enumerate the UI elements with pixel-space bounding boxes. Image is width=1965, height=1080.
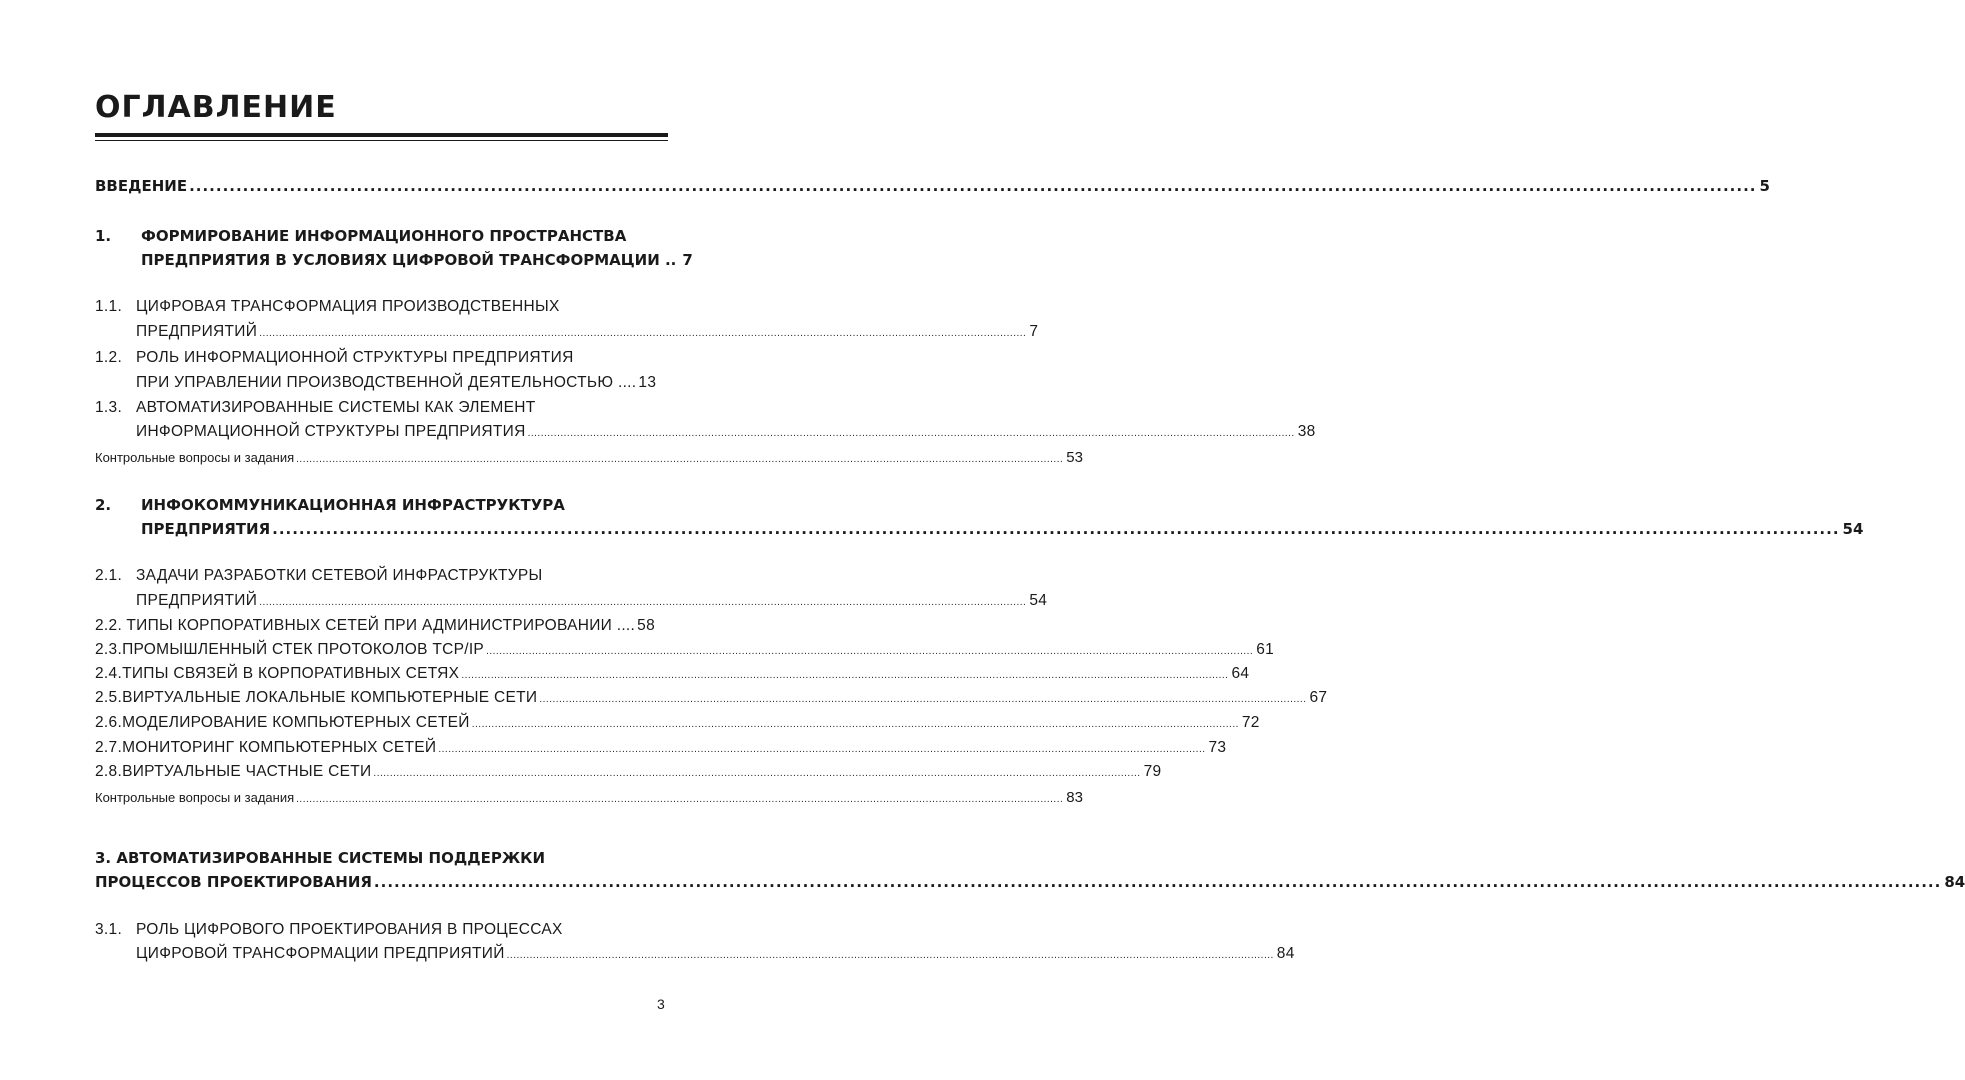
dot-leader: ..........................................................................................................................................................................................................................................	[373, 768, 1141, 779]
toc-page-number: 72	[1241, 714, 1260, 731]
toc-entry-title: 3. АВТОМАТИЗИРОВАННЫЕ СИСТЕМЫ ПОДДЕРЖКИ	[95, 849, 545, 867]
toc-section-number: 2.1.	[95, 567, 123, 584]
dot-leader: ..........................................................................................................................................................................................................................................	[189, 177, 1757, 195]
toc-section-number: 2.5.	[95, 689, 123, 706]
toc-entry-title: РОЛЬ ЦИФРОВОГО ПРОЕКТИРОВАНИЯ В ПРОЦЕССАХ	[136, 921, 563, 938]
toc-section-3-1-line1[interactable]	[95, 921, 655, 939]
toc-section-1-1-line2[interactable]	[136, 323, 1039, 341]
toc-entry-title: ПРЕДПРИЯТИЙ	[136, 592, 258, 609]
toc-chapter-1-line2[interactable]	[141, 251, 693, 269]
dot-leader: ..........................................................................................................................................................................................................................................	[527, 428, 1295, 439]
dot-leader: ..........................................................................................................................................................................................................................................	[471, 719, 1239, 730]
dot-leader: ..........................................................................................................................................................................................................................................	[259, 328, 1027, 339]
toc-chapter-3-line2[interactable]	[95, 873, 1965, 891]
toc-entry-title: ПРИ УПРАВЛЕНИИ ПРОИЗВОДСТВЕННОЙ ДЕЯТЕЛЬНОСТЬЮ ....	[136, 374, 637, 391]
toc-chapter-2-line2[interactable]	[141, 520, 1864, 538]
toc-entry-title: ВВЕДЕНИЕ	[95, 177, 188, 195]
toc-entry-title: ЦИФРОВОЙ ТРАНСФОРМАЦИИ ПРЕДПРИЯТИЙ	[136, 945, 505, 962]
toc-section-1-2-line2[interactable]	[136, 374, 655, 392]
toc-page-number: 54	[1842, 520, 1864, 538]
toc-section-1-2-line1[interactable]	[95, 349, 655, 367]
toc-section-1-3-line2[interactable]	[136, 423, 1316, 441]
toc-section-2-5[interactable]	[95, 689, 1328, 707]
toc-section-1-3-line1[interactable]	[95, 399, 655, 417]
toc-entry-title: ПРОЦЕССОВ ПРОЕКТИРОВАНИЯ	[95, 873, 372, 891]
toc-section-3-1-line2[interactable]	[136, 945, 1295, 963]
toc-entry-intro[interactable]	[95, 177, 1770, 195]
toc-section-number: 2.7.	[95, 739, 123, 756]
toc-entry-title: ВИРТУАЛЬНЫЕ ЛОКАЛЬНЫЕ КОМПЬЮТЕРНЫЕ СЕТИ	[122, 689, 538, 706]
toc-section-number: 1.2.	[95, 349, 123, 366]
dot-leader: ..........................................................................................................................................................................................................................................	[296, 454, 1064, 465]
dot-leader: ..........................................................................................................................................................................................................................................	[373, 873, 1942, 891]
toc-entry-title: ПРЕДПРИЯТИЙ	[136, 323, 258, 340]
toc-chapter-number: 2.	[95, 496, 112, 514]
toc-entry-title: МОДЕЛИРОВАНИЕ КОМПЬЮТЕРНЫХ СЕТЕЙ	[122, 714, 470, 731]
toc-page-number: 38	[1297, 423, 1316, 440]
toc-page-number: 64	[1231, 665, 1250, 682]
dot-leader: ..........................................................................................................................................................................................................................................	[296, 794, 1064, 805]
toc-entry-title: ФОРМИРОВАНИЕ ИНФОРМАЦИОННОГО ПРОСТРАНСТВА	[141, 227, 627, 245]
page-number: 3	[657, 996, 665, 1012]
toc-page-number: 7	[1029, 323, 1039, 340]
toc-section-number: 2.2.	[95, 617, 123, 634]
dot-leader: ..........................................................................................................................................................................................................................................	[438, 744, 1206, 755]
toc-page-number: 84	[1276, 945, 1295, 962]
toc-page-number: 54	[1029, 592, 1048, 609]
toc-entry-title: ТИПЫ СВЯЗЕЙ В КОРПОРАТИВНЫХ СЕТЯХ	[122, 665, 460, 682]
title-rule-thin	[95, 140, 668, 141]
toc-page-number: 73	[1208, 739, 1227, 756]
toc-control-questions-1[interactable]	[95, 449, 1083, 466]
toc-section-2-1-line1[interactable]	[95, 567, 655, 585]
toc-page-number: 58	[637, 617, 655, 634]
title-rule-thick	[95, 133, 668, 137]
dot-leader: ..........................................................................................................................................................................................................................................	[486, 646, 1254, 657]
page-title: ОГЛАВЛЕНИЕ	[95, 90, 337, 125]
toc-entry-title: ПРЕДПРИЯТИЯ В УСЛОВИЯХ ЦИФРОВОЙ ТРАНСФОРМАЦИИ ..	[141, 251, 677, 269]
toc-section-2-8[interactable]	[95, 763, 1162, 781]
toc-section-2-7[interactable]	[95, 739, 1227, 757]
toc-section-number: 2.4.	[95, 665, 123, 682]
toc-page-number: 79	[1143, 763, 1162, 780]
toc-page-number: 61	[1256, 641, 1275, 658]
toc-page-number: 53	[1066, 449, 1083, 466]
toc-section-1-1-line1[interactable]	[95, 298, 655, 316]
toc-entry-title: МОНИТОРИНГ КОМПЬЮТЕРНЫХ СЕТЕЙ	[122, 739, 437, 756]
toc-chapter-2-line1[interactable]	[95, 496, 655, 514]
toc-section-2-3[interactable]	[95, 641, 1275, 659]
toc-page-number: 83	[1066, 789, 1083, 806]
toc-entry-title: ТИПЫ КОРПОРАТИВНЫХ СЕТЕЙ ПРИ АДМИНИСТРИРОВАНИИ ....	[126, 617, 636, 634]
toc-entry-title: ПРОМЫШЛЕННЫЙ СТЕК ПРОТОКОЛОВ TCP/IP	[122, 641, 485, 658]
toc-section-2-4[interactable]	[95, 665, 1250, 683]
toc-entry-title: АВТОМАТИЗИРОВАННЫЕ СИСТЕМЫ КАК ЭЛЕМЕНТ	[136, 399, 536, 416]
toc-entry-title: ЦИФРОВАЯ ТРАНСФОРМАЦИЯ ПРОИЗВОДСТВЕННЫХ	[136, 298, 560, 315]
toc-section-number: 1.3.	[95, 399, 123, 416]
toc-section-number: 3.1.	[95, 921, 123, 938]
toc-page-number: 67	[1309, 689, 1328, 706]
toc-entry-title: Контрольные вопросы и задания	[95, 450, 295, 465]
toc-page-number: 7	[682, 251, 693, 269]
toc-chapter-1-line1[interactable]	[95, 227, 655, 245]
dot-leader: ..........................................................................................................................................................................................................................................	[539, 694, 1307, 705]
toc-section-2-1-line2[interactable]	[136, 592, 1048, 610]
toc-entry-title: ИНФОРМАЦИОННОЙ СТРУКТУРЫ ПРЕДПРИЯТИЯ	[136, 423, 526, 440]
toc-chapter-3-line1[interactable]	[95, 849, 655, 867]
toc-section-number: 2.3.	[95, 641, 123, 658]
toc-entry-title: РОЛЬ ИНФОРМАЦИОННОЙ СТРУКТУРЫ ПРЕДПРИЯТИЯ	[136, 349, 574, 366]
toc-page-number: 5	[1759, 177, 1770, 195]
toc-section-number: 2.6.	[95, 714, 123, 731]
toc-page-number: 13	[638, 374, 657, 391]
dot-leader: ..........................................................................................................................................................................................................................................	[259, 597, 1027, 608]
toc-entry-title: ПРЕДПРИЯТИЯ	[141, 520, 271, 538]
toc-page-number: 84	[1944, 873, 1965, 891]
toc-chapter-number: 1.	[95, 227, 112, 245]
toc-section-2-6[interactable]	[95, 714, 1260, 732]
toc-entry-title: ИНФОКОММУНИКАЦИОННАЯ ИНФРАСТРУКТУРА	[141, 496, 565, 514]
toc-section-number: 1.1.	[95, 298, 123, 315]
toc-entry-title: ВИРТУАЛЬНЫЕ ЧАСТНЫЕ СЕТИ	[122, 763, 372, 780]
dot-leader: ..........................................................................................................................................................................................................................................	[461, 670, 1229, 681]
toc-section-2-2[interactable]	[95, 617, 655, 635]
toc-section-number: 2.8.	[95, 763, 123, 780]
toc-entry-title: Контрольные вопросы и задания	[95, 790, 295, 805]
dot-leader: ..........................................................................................................................................................................................................................................	[272, 520, 1840, 538]
toc-entry-title: ЗАДАЧИ РАЗРАБОТКИ СЕТЕВОЙ ИНФРАСТРУКТУРЫ	[136, 567, 543, 584]
dot-leader: ..........................................................................................................................................................................................................................................	[506, 950, 1274, 961]
toc-control-questions-2[interactable]	[95, 789, 1083, 806]
